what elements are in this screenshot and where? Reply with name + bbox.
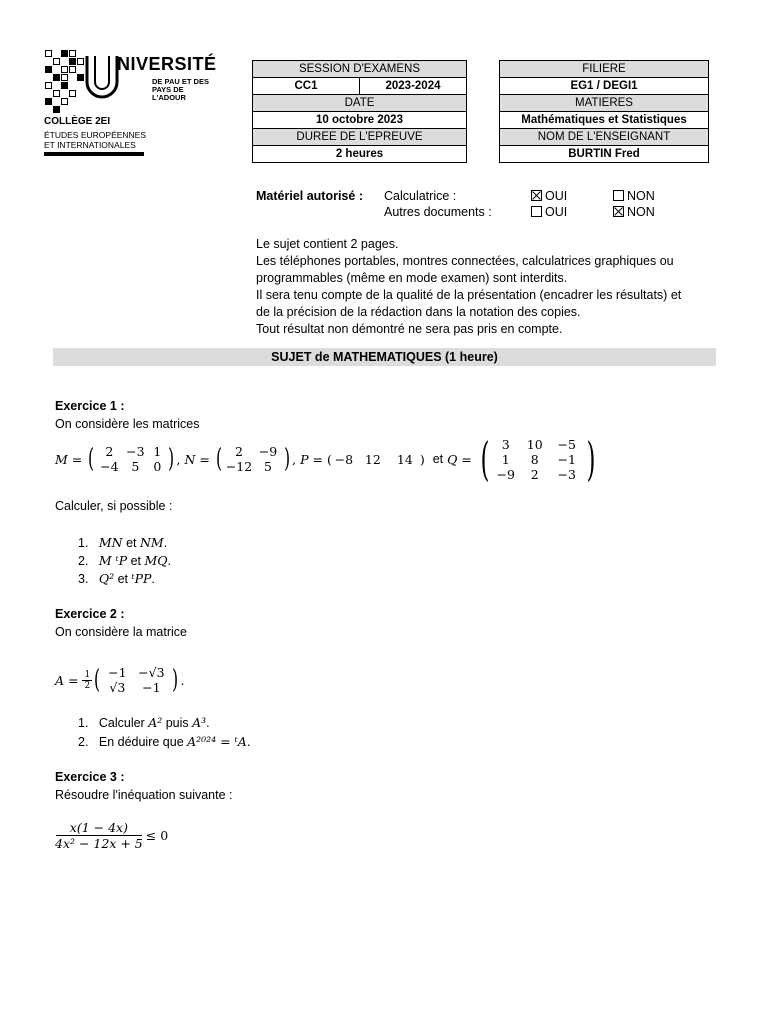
logo-subtitle: DE PAU ET DES PAYS DE L'ADOUR <box>152 77 209 102</box>
instruction-line: programmables (même en mode examen) sont interdits. <box>256 271 568 285</box>
calc-label: Calculatrice : <box>384 189 457 203</box>
docs-oui-option: OUI <box>531 204 567 221</box>
enseignant-value: BURTIN Fred <box>500 146 709 163</box>
ex2-matrix-a: A = $\frac{1}{2}$ ( −1 −√3 √3 −1 ) . <box>55 665 185 695</box>
instructions <box>256 236 681 338</box>
materiel-label: Matériel autorisé : <box>256 189 363 203</box>
logo-line-2: ET INTERNATIONALES <box>44 140 136 150</box>
logo-u-shape <box>84 56 120 102</box>
calc-non-option: NON <box>613 188 655 205</box>
logo-bar <box>44 152 144 156</box>
matrix-a: −1 −√3 √3 −1 <box>108 665 165 695</box>
matrix-p: −8 12 14 <box>334 451 413 467</box>
ex3-intro: Résoudre l'inéquation suivante : <box>55 788 233 802</box>
matieres-value: Mathématiques et Statistiques <box>500 112 709 129</box>
ex1-item-2: 2. M ᵗP et MQ. <box>78 553 172 568</box>
instruction-line: Tout résultat non démontré ne sera pas pris en compte. <box>256 322 563 336</box>
docs-non-checkbox <box>613 206 624 217</box>
logo-line-1: ÉTUDES EUROPÉENNES <box>44 130 147 140</box>
ex1-title: Exercice 1 : <box>55 399 125 413</box>
matieres-label: MATIERES <box>500 95 709 112</box>
course-info-table <box>499 60 709 163</box>
duree-value: 2 heures <box>253 146 467 163</box>
calc-non-checkbox <box>613 190 624 201</box>
subject-banner: SUJET de MATHEMATIQUES (1 heure) <box>53 348 716 366</box>
ex1-item-3: 3. Q² et ᵗPP. <box>78 571 155 586</box>
calc-oui-checkbox <box>531 190 542 201</box>
matrix-n: 2 −9 −12 5 <box>225 444 278 474</box>
instruction-line: Les téléphones portables, montres connectées, calculatrices graphiques ou <box>256 254 674 268</box>
ex3-inequation: $\frac{x(1 - 4x)}{\text{4x² − 12x + 5}}$ ≤ 0 <box>55 820 169 851</box>
docs-label: Autres documents : <box>384 205 492 219</box>
session-value: CC1 <box>253 78 360 95</box>
ex1-intro: On considère les matrices <box>55 417 200 431</box>
ex2-item-1: 1. Calculer A² puis A³. <box>78 715 210 730</box>
ex1-calc: Calculer, si possible : <box>55 499 173 513</box>
instruction-line: Le sujet contient 2 pages. <box>256 237 399 251</box>
matrix-q: 3 10 −5 1 8 −1 −9 2 −3 <box>496 436 576 482</box>
ex2-title: Exercice 2 : <box>55 607 125 621</box>
enseignant-label: NOM DE L'ENSEIGNANT <box>500 129 709 146</box>
exam-info-table <box>252 60 467 163</box>
instruction-line: Il sera tenu compte de la qualité de la présentation (encadrer les résultats) et <box>256 288 682 302</box>
ex1-matrices: M = ( 2 −3 1 −4 5 0 ) , N = ( 2 −9 −12 5 ) , P = ( −8 12 14 ) et Q = ( 3 10 −5 1 8 −1 −9 2 −3 ) <box>55 432 596 486</box>
logo-college: COLLÈGE 2EI <box>44 116 111 127</box>
matrix-m: 2 −3 1 −4 5 0 <box>100 444 162 474</box>
docs-non-option: NON <box>613 204 655 221</box>
duree-label: DUREE DE L'EPREUVE <box>253 129 467 146</box>
ex2-item-2: 2. En déduire que A²⁰²⁴ = ᵗA. <box>78 734 251 749</box>
calc-oui-option: OUI <box>531 188 567 205</box>
session-label: SESSION D'EXAMENS <box>253 61 467 78</box>
date-value: 10 octobre 2023 <box>253 112 467 129</box>
ex3-title: Exercice 3 : <box>55 770 125 784</box>
ex3-fraction: $\frac{x(1 - 4x)}{\text{4x² − 12x + 5}}$ <box>55 820 143 851</box>
university-logo <box>40 44 215 166</box>
docs-oui-checkbox <box>531 206 542 217</box>
year-value: 2023-2024 <box>360 78 467 95</box>
filiere-value: EG1 / DEGI1 <box>500 78 709 95</box>
ex1-item-1: 1. MN et NM. <box>78 535 168 550</box>
ex2-intro: On considère la matrice <box>55 625 188 639</box>
logo-title: NIVERSITÉ <box>117 54 217 74</box>
filiere-label: FILIERE <box>500 61 709 78</box>
date-label: DATE <box>253 95 467 112</box>
instruction-line: de la précision de la rédaction dans la notation des copies. <box>256 305 581 319</box>
